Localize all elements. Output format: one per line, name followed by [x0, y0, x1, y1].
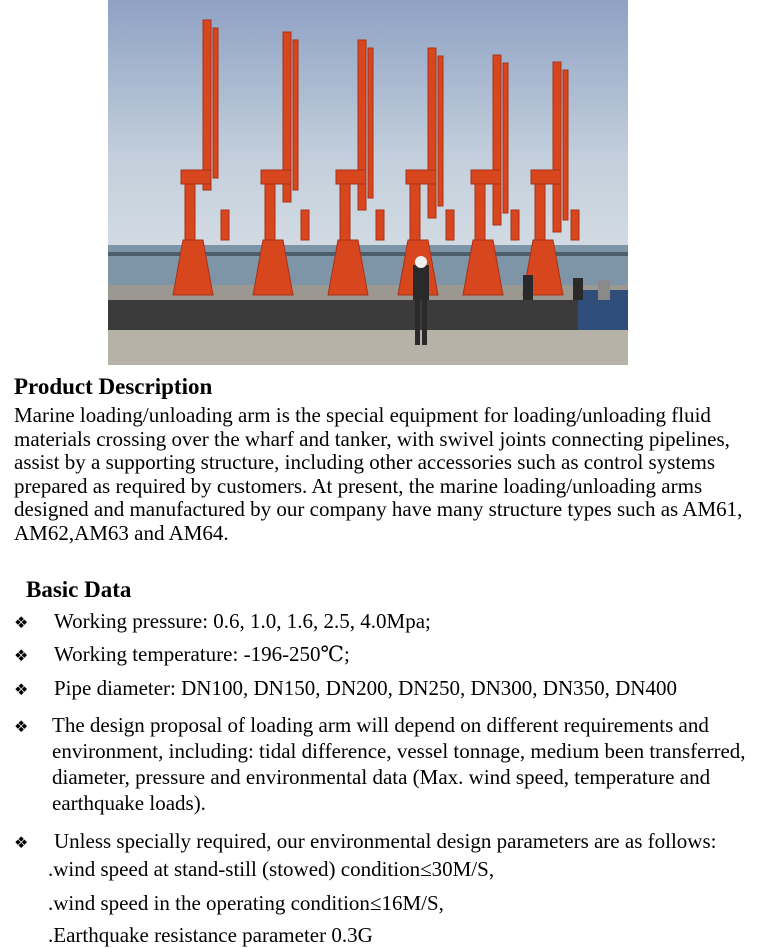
loading-arm-part	[368, 48, 373, 198]
wind-speed-operating-item: .wind speed in the operating condition≤16M/S,	[48, 891, 444, 915]
product-description-heading: Product Description	[14, 374, 213, 399]
loading-arm-part	[336, 170, 366, 184]
basic-data-heading: Basic Data	[26, 577, 132, 602]
diamond-bullet-icon: ❖	[14, 680, 29, 699]
loading-arm-part	[203, 20, 211, 190]
loading-arm-part	[471, 170, 501, 184]
diamond-bullet-icon: ❖	[14, 646, 29, 665]
loading-arm-part	[410, 184, 420, 244]
loading-arm-part	[406, 170, 436, 184]
loading-arm-part	[571, 210, 579, 240]
loading-arm-part	[553, 62, 561, 232]
loading-arm-part	[511, 210, 519, 240]
wind-speed-stowed-item: .wind speed at stand-still (stowed) condition≤30M/S,	[48, 857, 495, 881]
product-description-text: Marine loading/unloading arm is the special equipment for loading/unloading fluid materials crossing over the wharf and tanker, with swivel joints connecting pipelines, assist by a supporting structure, including other accessories such as control systems prepared as required by customers. At present, the marine loading/unloading arms designed and manufactured by our company have many structure types such as AM61, AM62,AM63 and AM64.	[14, 403, 743, 545]
loading-arm-part	[265, 184, 275, 244]
earthquake-resistance-item: .Earthquake resistance parameter 0.3G	[48, 923, 373, 947]
product-photo	[108, 0, 628, 365]
loading-arm-part	[213, 28, 218, 178]
loading-arm-part	[475, 184, 485, 244]
loading-arm-part	[446, 210, 454, 240]
loading-arm-part	[185, 184, 195, 244]
loading-arm-part	[503, 63, 508, 213]
loading-arm-part	[181, 170, 211, 184]
loading-arm-part	[221, 210, 229, 240]
loading-arm-part	[438, 56, 443, 206]
loading-arm-part	[340, 184, 350, 244]
loading-arm-part	[261, 170, 291, 184]
loading-arm-part	[535, 184, 545, 244]
design-proposal-text: The design proposal of loading arm will depend on different requirements and environment, including: tidal difference, vessel tonnage, medium been transferred, diameter, pressure and environmental data (Max. wind speed, temperature and earthquake loads).	[52, 713, 746, 815]
loading-arm-part	[531, 170, 561, 184]
diamond-bullet-icon: ❖	[14, 613, 29, 632]
diamond-bullet-icon: ❖	[14, 833, 29, 852]
loading-arm-part	[428, 48, 436, 218]
loading-arm-part	[301, 210, 309, 240]
loading-arm-part	[563, 70, 568, 220]
loading-arm-part	[493, 55, 501, 225]
diamond-bullet-icon: ❖	[14, 717, 29, 736]
loading-arm-part	[293, 40, 298, 190]
loading-arms-illustration	[108, 0, 628, 365]
loading-arm-part	[376, 210, 384, 240]
